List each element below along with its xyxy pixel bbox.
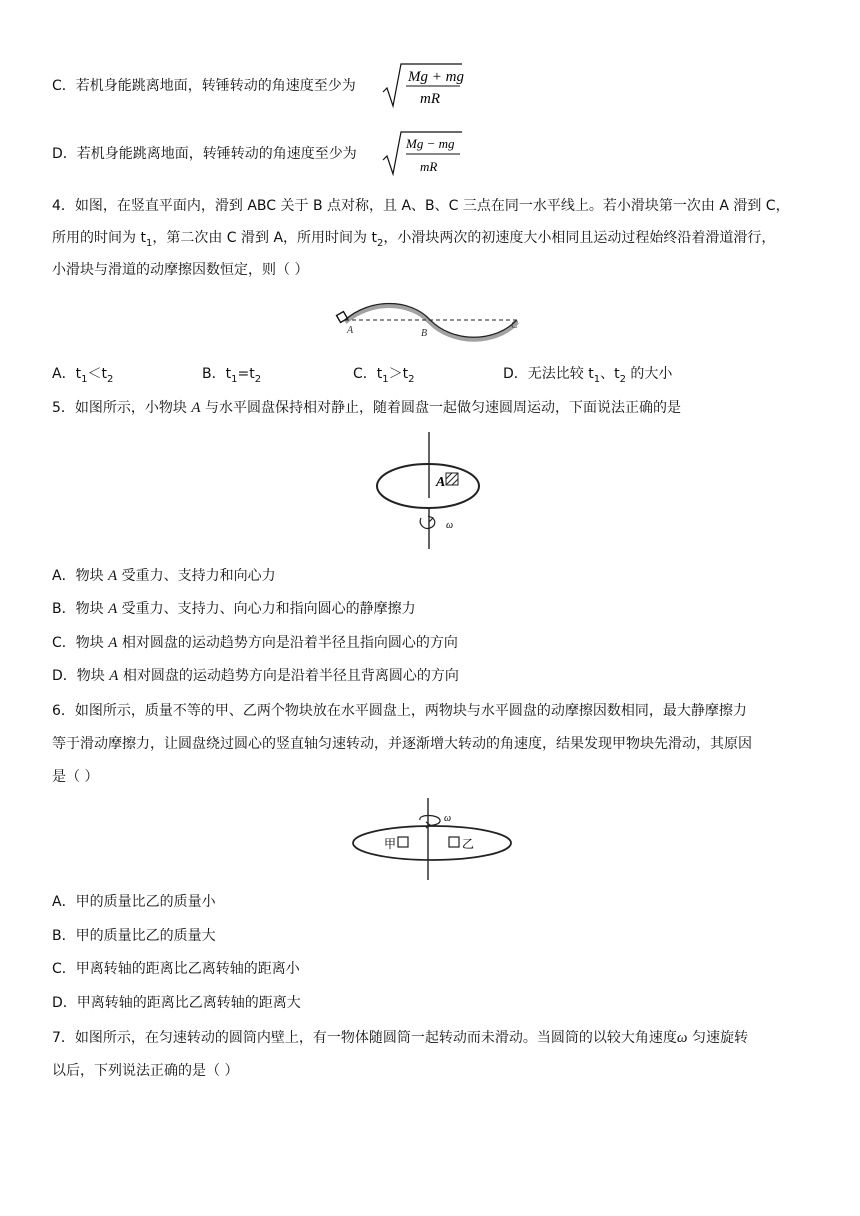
q4-slide-figure [335, 300, 530, 345]
q4-option-a: A．$t_1<t_2$ [52, 366, 114, 385]
q4-fig-label-c: C [511, 320, 518, 331]
q4-stem-line2: 所用的时间为 $t_1$，第二次由 C 滑到 A，所用时间为 $t_2$，小滑块两次的初速度大小相同且运动过程始终沿着滑道滑行， [52, 230, 776, 249]
q6-stem-line3: 是（ ） [52, 769, 99, 785]
q3-option-d-numerator: Mg − mg [406, 136, 455, 151]
q5-fig-omega: ω [446, 520, 454, 531]
q3-option-c-denominator: mR [420, 91, 440, 107]
q5-option-c: C．物块 A 相对圆盘的运动趋势方向是沿着半径且指向圆心的方向 [52, 635, 458, 651]
q5-fig-label-a: A [436, 475, 446, 490]
q3-option-c-text: C．若机身能跳离地面，转锤转动的角速度至少为 [52, 78, 356, 94]
q5-option-a: A．物块 A 受重力、支持力和向心力 [52, 568, 276, 584]
q3-option-c [52, 76, 356, 96]
q4-option-b: B．$t_1=t_2$ [202, 366, 262, 385]
q3-option-d [52, 144, 357, 164]
q5-disk-figure [372, 428, 487, 553]
q4-option-d: D．无法比较 $t_1$、$t_2$ 的大小 [503, 366, 673, 385]
q5-stem: 5．如图所示，小物块 A 与水平圆盘保持相对静止，随着圆盘一起做匀速圆周运动，下面说法正确的是 [52, 400, 681, 416]
q3-option-c-formula [382, 60, 464, 110]
q7-stem-line2: 以后，下列说法正确的是（ ） [52, 1063, 239, 1079]
q6-option-d: D．甲离转轴的距离比乙离转轴的距离大 [52, 995, 301, 1011]
q6-fig-omega: ω [444, 813, 452, 824]
q3-option-d-denominator: mR [420, 159, 438, 174]
q4-stem-line1: 4．如图，在竖直平面内，滑到 ABC 关于 B 点对称，且 A、B、C 三点在同一水平线上。若小滑块第一次由 A 滑到 C， [52, 198, 790, 214]
q3-option-d-text: D．若机身能跳离地面，转锤转动的角速度至少为 [52, 146, 357, 162]
q5-option-d: D．物块 A 相对圆盘的运动趋势方向是沿着半径且背离圆心的方向 [52, 668, 459, 684]
q6-disk-figure [348, 794, 518, 884]
q6-fig-label-yi: 乙 [462, 837, 475, 851]
q4-option-c: C．$t_1>t_2$ [353, 366, 415, 385]
q3-option-c-numerator: Mg + mg [408, 69, 464, 85]
q3-option-d-formula [382, 128, 464, 178]
q6-stem-line1: 6．如图所示，质量不等的甲、乙两个物块放在水平圆盘上，两物块与水平圆盘的动摩擦因数相同，最大静摩擦力 [52, 703, 747, 719]
q4-stem-line3: 小滑块与滑道的动摩擦因数恒定，则（ ） [52, 262, 309, 278]
q4-fig-label-b: B [421, 328, 428, 339]
q6-fig-label-jia: 甲 [384, 837, 397, 851]
q6-stem-line2: 等于滑动摩擦力，让圆盘绕过圆心的竖直轴匀速转动，并逐渐增大转动的角速度，结果发现甲物块先滑动，其原因 [52, 736, 752, 752]
q6-option-a: A．甲的质量比乙的质量小 [52, 894, 216, 910]
q6-option-c: C．甲离转轴的距离比乙离转轴的距离小 [52, 961, 300, 977]
q6-option-b: B．甲的质量比乙的质量大 [52, 928, 216, 944]
q7-stem-line1: 7．如图所示，在匀速转动的圆筒内壁上，有一物体随圆筒一起转动而未滑动。当圆筒的以较大角速度ω 匀速旋转 [52, 1030, 748, 1046]
q5-option-b: B．物块 A 受重力、支持力、向心力和指向圆心的静摩擦力 [52, 601, 416, 617]
q4-fig-label-a: A [347, 325, 354, 336]
